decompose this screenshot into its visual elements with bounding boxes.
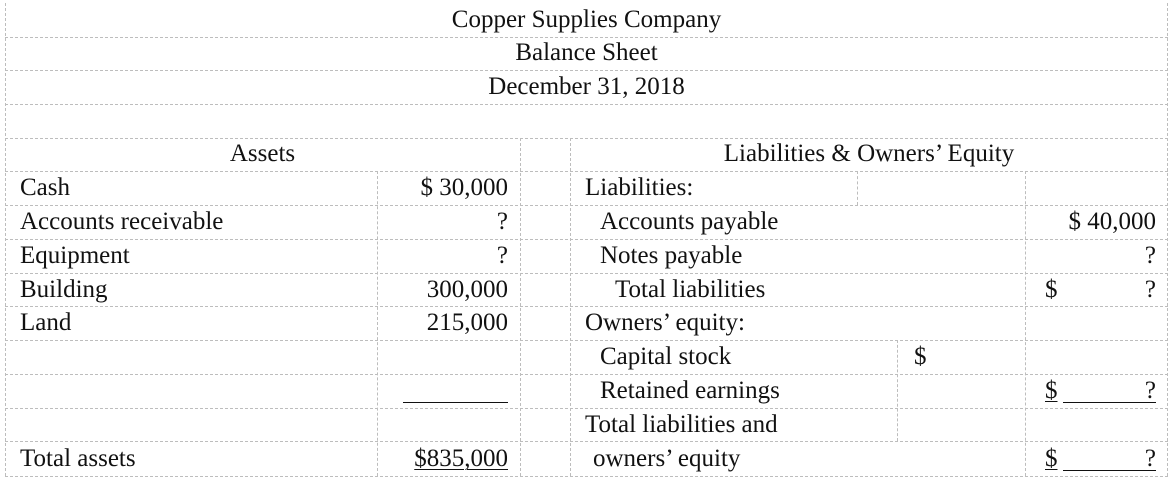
total-liabilities-equity-label-line1: Total liabilities and [585, 411, 778, 438]
capital-stock-label: Capital stock [600, 343, 732, 370]
grid-line [5, 239, 1168, 240]
grid-line [5, 306, 1168, 307]
total-assets-label: Total assets [20, 445, 136, 472]
asset-amount-equipment: ? [496, 242, 508, 269]
asset-label-building: Building [20, 276, 108, 303]
grid-line [857, 171, 858, 205]
notes-payable-label: Notes payable [600, 242, 743, 269]
capital-stock-dollar: $ [914, 343, 927, 370]
notes-payable-amount: ? [1144, 242, 1156, 269]
liabilities-label: Liabilities: [585, 174, 694, 201]
accounts-payable-amount: $ 40,000 [1068, 208, 1156, 235]
grid-line [5, 408, 1168, 409]
asset-amount-accounts-receivable: ? [496, 208, 508, 235]
asset-label-accounts-receivable: Accounts receivable [20, 208, 224, 235]
grid-line [5, 374, 1168, 375]
grid-line [5, 104, 1168, 105]
grid-line [5, 476, 1168, 477]
statement-title: Balance Sheet [515, 39, 658, 66]
grid-line [5, 171, 1168, 172]
liabilities-equity-heading: Liabilities & Owners’ Equity [723, 140, 1015, 167]
company-name: Copper Supplies Company [451, 6, 722, 33]
retained-earnings-dollar: $ [1045, 377, 1058, 404]
retained-earnings-label: Retained earnings [600, 377, 780, 404]
grid-line [5, 273, 1168, 274]
grid-line [5, 441, 1168, 442]
asset-label-land: Land [20, 309, 72, 336]
grid-line [897, 340, 898, 441]
owners-equity-label: Owners’ equity: [585, 309, 745, 336]
grid-line [5, 70, 1168, 71]
grid-line [5, 205, 1168, 206]
grid-line [570, 138, 571, 476]
subtotal-rule [403, 402, 508, 403]
total-liabilities-equity-amount: ? [1144, 445, 1156, 472]
total-liabilities-dollar: $ [1045, 276, 1058, 303]
asset-amount-cash: $ 30,000 [420, 174, 508, 201]
total-liabilities-equity-dollar: $ [1045, 445, 1058, 472]
asset-label-equipment: Equipment [20, 242, 130, 269]
statement-date: December 31, 2018 [488, 73, 685, 100]
total-liabilities-label: Total liabilities [615, 276, 766, 303]
total-liabilities-amount: ? [1144, 276, 1156, 303]
grid-line [5, 340, 1168, 341]
asset-amount-building: 300,000 [426, 276, 508, 303]
assets-heading: Assets [229, 140, 296, 167]
asset-label-cash: Cash [20, 174, 70, 201]
total-liabilities-equity-label-line2: owners’ equity [593, 445, 741, 472]
grid-line [520, 138, 521, 476]
total-assets-amount: $835,000 [414, 445, 508, 472]
accounts-payable-label: Accounts payable [600, 208, 779, 235]
retained-earnings-amount: ? [1144, 377, 1156, 404]
asset-amount-land: 215,000 [426, 309, 508, 336]
